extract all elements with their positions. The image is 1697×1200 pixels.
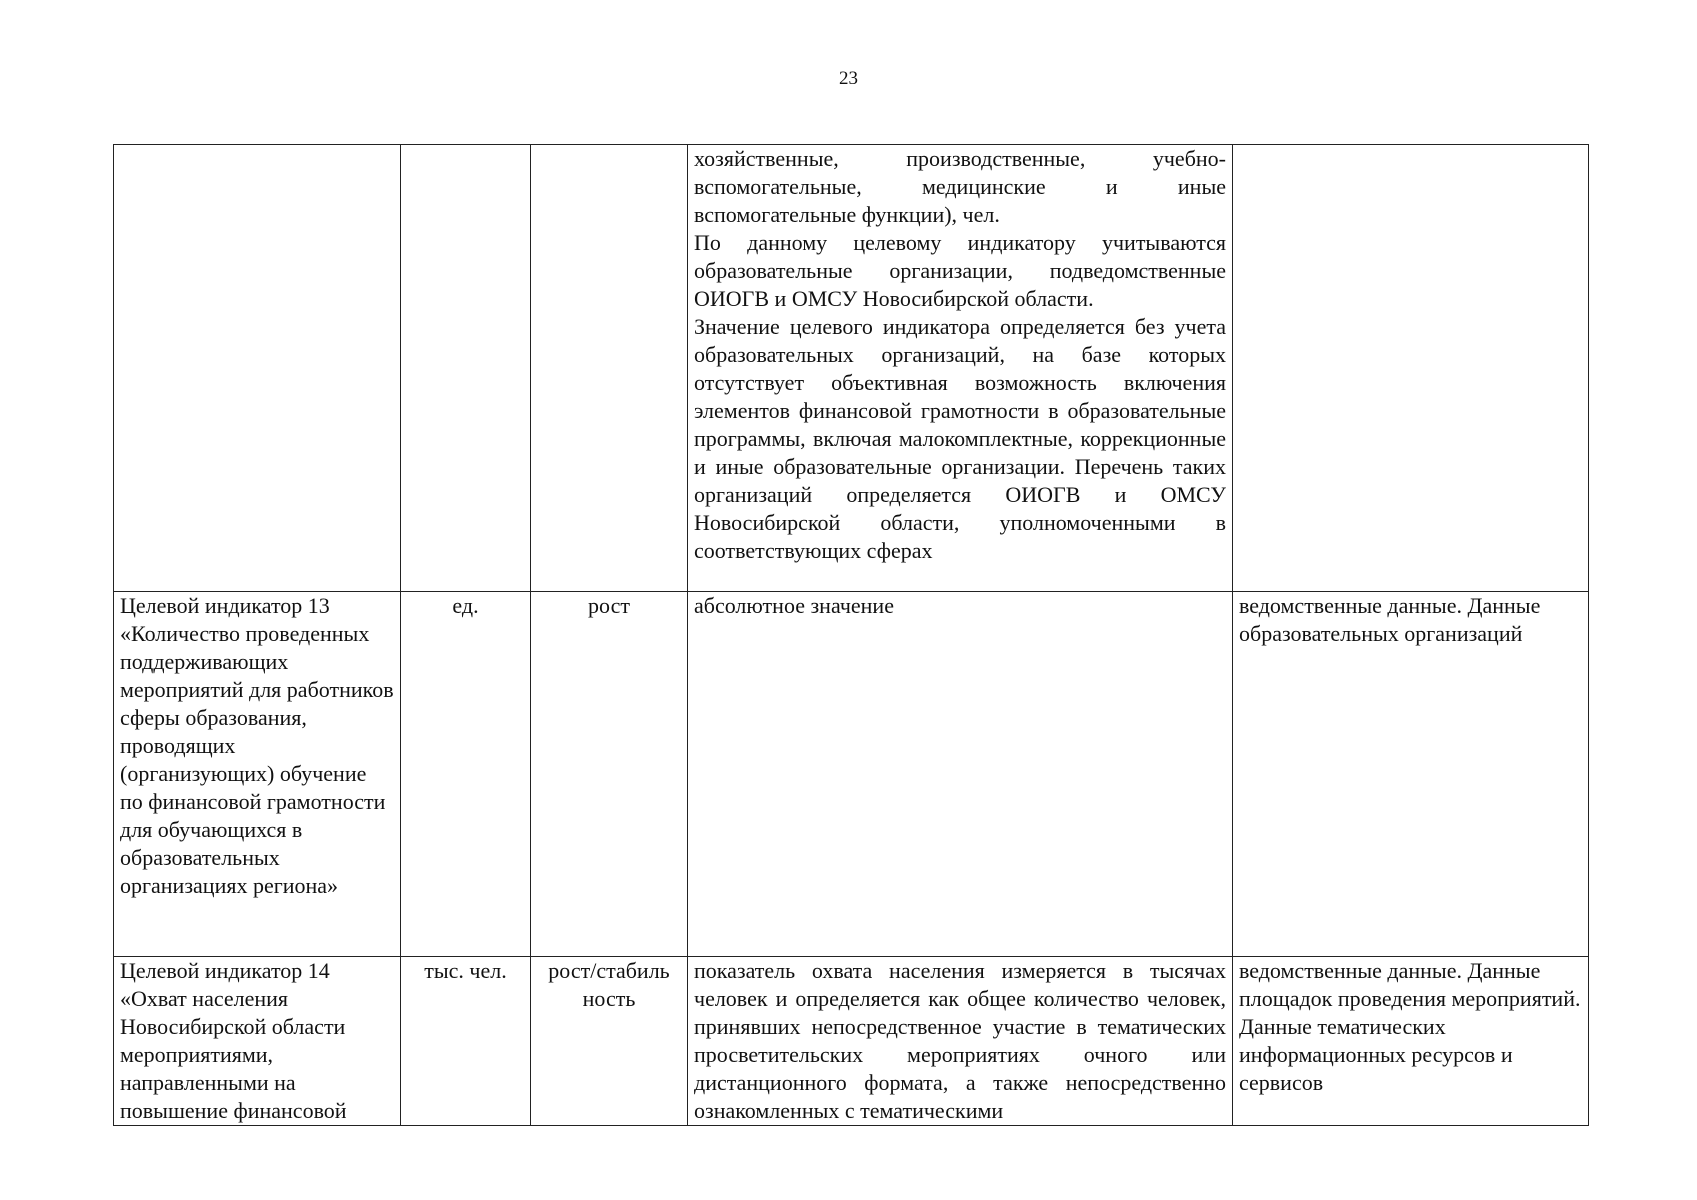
unit-cell: ед. <box>401 592 531 957</box>
table-row <box>114 145 1589 592</box>
table-row <box>114 592 1589 957</box>
trend-cell: рост/стабиль ность <box>531 957 688 1126</box>
indicator-name-cell: Целевой индикатор 13 «Количество проведенных поддерживающих мероприятий для работников сферы образования, проводящих (организующих) обучение по финансовой грамотности для обучающихся в образовательных организациях региона» <box>114 592 401 957</box>
method-cell <box>688 957 1233 1126</box>
page-number: 23 <box>839 68 858 89</box>
method-paragraph: абсолютное значение <box>694 593 894 618</box>
source-cell: ведомственные данные. Данные образовательных организаций <box>1233 592 1589 957</box>
method-paragraph: По данному целевому индикатору учитываются образовательные организации, подведомственные ОИОГВ и ОМСУ Новосибирской области. <box>694 230 1226 311</box>
indicator-table <box>113 144 1589 1126</box>
source-cell: ведомственные данные. Данные площадок проведения мероприятий. Данные тематических информационных ресурсов и сервисов <box>1233 957 1589 1126</box>
method-cell <box>688 145 1233 592</box>
unit-cell <box>401 145 531 592</box>
method-paragraph: Значение целевого индикатора определяется без учета образовательных организаций, на базе которых отсутствует объективная возможность включения элементов финансовой грамотности в образовательные программы, включая малокомплектные, коррекционные и иные образовательные организации. Перечень таких организаций определяется ОИОГВ и ОМСУ Новосибирской области, уполномоченными в соответствующих сферах <box>694 314 1226 563</box>
method-paragraph: показатель охвата населения измеряется в тысячах человек и определяется как общее количество человек, принявших непосредственное участие в тематических просветительских мероприятиях очного или дистанционного формата, а также непосредственно ознакомленных с тематическими <box>694 958 1226 1123</box>
method-cell <box>688 592 1233 957</box>
unit-cell: тыс. чел. <box>401 957 531 1126</box>
source-cell <box>1233 145 1589 592</box>
method-paragraph: хозяйственные, производственные, учебно-вспомогательные, медицинские и иные вспомогательные функции), чел. <box>694 146 1226 227</box>
indicator-name-cell: Целевой индикатор 14 «Охват населения Новосибирской области мероприятиями, направленными на повышение финансовой <box>114 957 401 1126</box>
trend-cell <box>531 145 688 592</box>
table-row <box>114 957 1589 1126</box>
indicator-name-cell <box>114 145 401 592</box>
trend-cell: рост <box>531 592 688 957</box>
